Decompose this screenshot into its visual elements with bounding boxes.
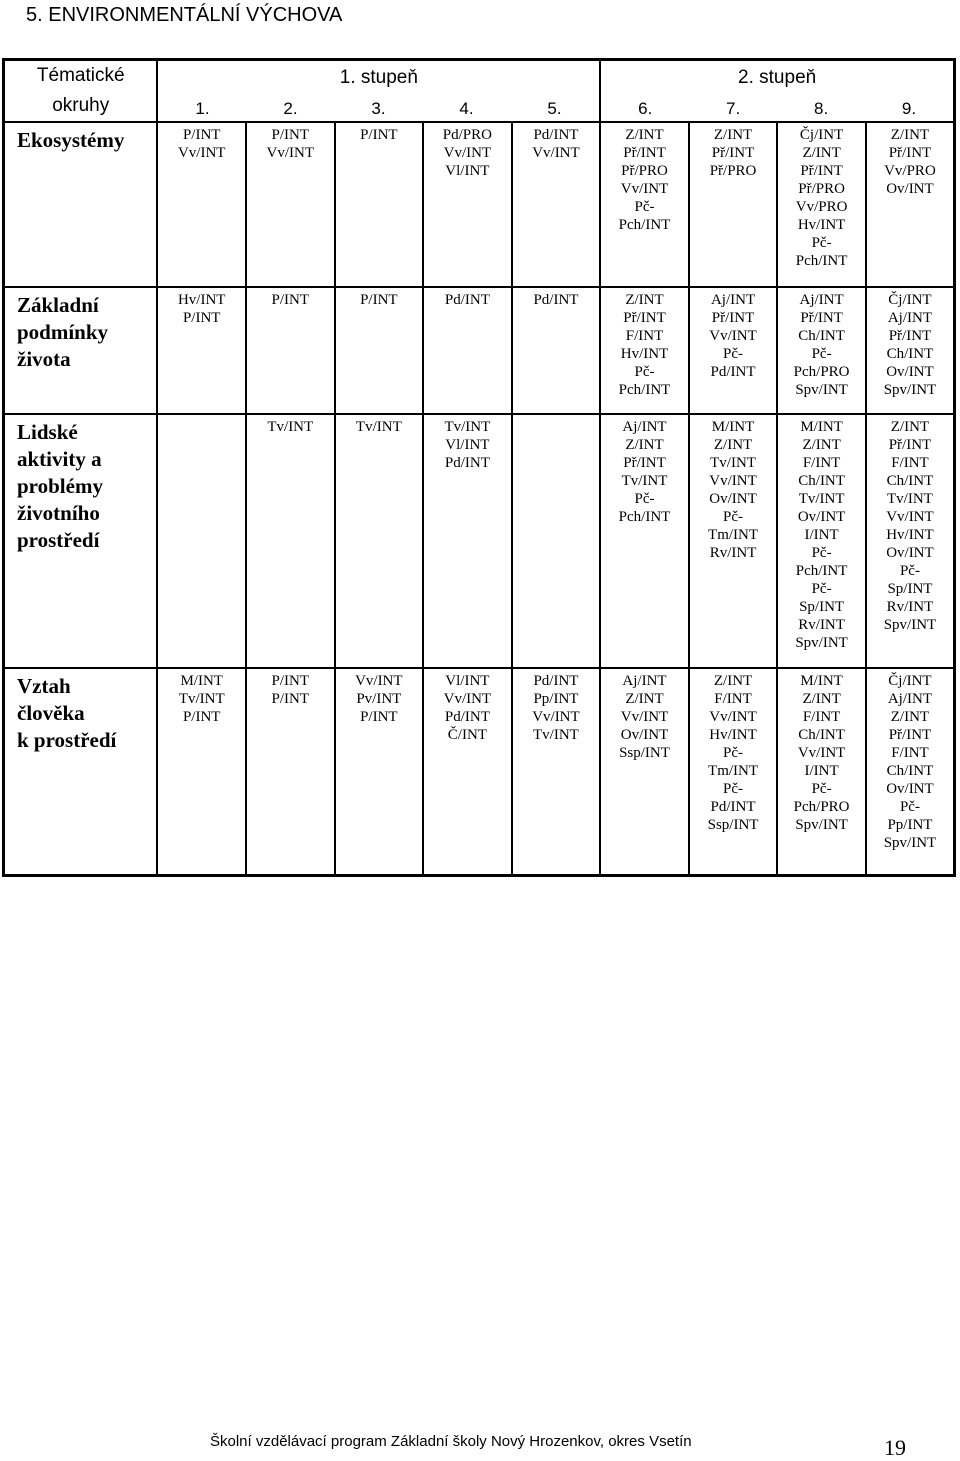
table-row [4, 414, 955, 668]
subject-code: Pč- [723, 781, 744, 797]
subject-code: P/INT [271, 127, 310, 143]
subject-code: Ov/INT [886, 364, 934, 380]
subject-code: P/INT [271, 673, 310, 689]
subject-code: Pč- [811, 235, 832, 251]
grade-cell [512, 414, 601, 668]
subject-code: Ov/INT [886, 781, 934, 797]
subject-code: Z/INT [802, 145, 841, 161]
grade-cell [866, 122, 955, 287]
grade-cell [423, 287, 512, 414]
subject-code: Čj/INT [888, 673, 932, 689]
table-row [4, 122, 955, 287]
grade-cell [689, 414, 778, 668]
subject-code: Pč- [723, 745, 744, 761]
subject-code: Tv/INT [710, 455, 756, 471]
subject-code: Tv/INT [355, 419, 402, 435]
subject-code: Př/INT [623, 145, 666, 161]
topics-header [4, 60, 158, 123]
subject-code: Pd/INT [533, 673, 579, 689]
subject-code: Sp/INT [887, 581, 933, 597]
subject-code: Vv/INT [620, 709, 669, 725]
grade-cell [777, 668, 866, 875]
subject-code: F/INT [891, 745, 929, 761]
subject-code: Př/PRO [709, 163, 757, 179]
subject-code: P/INT [271, 292, 310, 308]
subject-code: P/INT [182, 310, 221, 326]
subject-code: F/INT [802, 709, 841, 725]
subject-code: Z/INT [713, 437, 753, 453]
subject-code: Pč- [811, 581, 832, 597]
grade-cell [423, 414, 512, 668]
subject-code: Ch/INT [886, 346, 934, 362]
subject-code: Pd/INT [533, 127, 579, 143]
subject-code: M/INT [800, 673, 843, 689]
subject-code: Tv/INT [267, 419, 314, 435]
subject-code: Pv/INT [356, 691, 402, 707]
subject-code: Čj/INT [799, 127, 844, 143]
subject-code: Pch/INT [618, 382, 671, 398]
row-label-line: životního [17, 501, 100, 525]
subject-code: Pd/INT [444, 292, 490, 308]
row-label-line: života [17, 347, 71, 371]
subject-code: Vv/INT [177, 145, 226, 161]
stage1-label: 1. stupeň [339, 67, 418, 88]
subject-code: Př/INT [800, 310, 843, 326]
subject-code: Vl/INT [445, 437, 490, 453]
cross-curricular-matrix [2, 58, 956, 877]
grade-cell [335, 287, 424, 414]
subject-code: Spv/INT [795, 635, 848, 651]
grade-cell [512, 122, 601, 287]
subject-code: Z/INT [713, 127, 753, 143]
subject-code: Ov/INT [797, 509, 846, 525]
subject-code: Pč- [723, 509, 744, 525]
grade-cell [423, 122, 512, 287]
grade-cell [689, 668, 778, 875]
subject-code: Vv/INT [266, 145, 315, 161]
grade-cell [866, 414, 955, 668]
subject-code: Ch/INT [886, 763, 934, 779]
topics-header-line2: okruhy [52, 95, 110, 116]
subject-code: Pč- [811, 346, 832, 362]
subject-code: F/INT [802, 455, 841, 471]
subject-code: Tv/INT [444, 419, 491, 435]
subject-code: Ssp/INT [707, 817, 759, 833]
subject-code: Hv/INT [620, 346, 669, 362]
subject-code: P/INT [182, 709, 221, 725]
grade-label: 6. [638, 99, 653, 118]
subject-code: Pč- [634, 199, 655, 215]
subject-code: Př/INT [888, 727, 932, 743]
grade-cell [689, 122, 778, 287]
subject-code: Pč- [811, 545, 832, 561]
row-label-line: Vztah [17, 674, 71, 698]
grade-cell [689, 287, 778, 414]
subject-code: Rv/INT [709, 545, 757, 561]
subject-code: Z/INT [625, 691, 664, 707]
subject-code: Z/INT [625, 127, 664, 143]
subject-code: Ov/INT [709, 491, 757, 507]
grade-label: 1. [195, 99, 210, 118]
grade-cell [777, 287, 866, 414]
grade-label: 8. [813, 99, 829, 118]
topics-header-line1: Tématické [36, 65, 125, 86]
subject-code: F/INT [625, 328, 664, 344]
subject-code: Pp/INT [533, 691, 579, 707]
subject-code: Ov/INT [886, 545, 934, 561]
subject-code: Pch/INT [618, 217, 671, 233]
subject-code: Z/INT [625, 292, 664, 308]
subject-code: Pč- [634, 364, 655, 380]
table-row [4, 287, 955, 414]
subject-code: Aj/INT [887, 691, 933, 707]
grade-cell [866, 287, 955, 414]
subject-code: Pd/INT [710, 799, 756, 815]
subject-code: Spv/INT [883, 617, 937, 633]
subject-code: P/INT [271, 691, 310, 707]
subject-code: Pch/PRO [793, 799, 850, 815]
subject-code: Pč- [723, 346, 744, 362]
subject-code: Př/INT [888, 145, 932, 161]
subject-code: Aj/INT [622, 419, 667, 435]
subject-code: Hv/INT [797, 217, 846, 233]
subject-code: Vv/PRO [795, 199, 848, 215]
subject-code: Z/INT [802, 691, 841, 707]
subject-code: P/INT [360, 127, 398, 143]
grade-cell [157, 414, 246, 668]
subject-code: Sp/INT [799, 599, 845, 615]
subject-code: Vv/INT [355, 673, 403, 689]
row-label [4, 122, 158, 287]
grade-cell [157, 122, 246, 287]
grade-cell [246, 122, 335, 287]
subject-code: Př/INT [711, 145, 755, 161]
subject-code: M/INT [180, 673, 223, 689]
subject-code: M/INT [711, 419, 755, 435]
subject-code: Tm/INT [708, 527, 759, 543]
grade-cell [335, 122, 424, 287]
subject-code: Pch/INT [795, 563, 848, 579]
grade-cell [246, 668, 335, 875]
subject-code: Př/INT [888, 437, 932, 453]
grade-cell [512, 287, 601, 414]
subject-code: P/INT [360, 292, 398, 308]
subject-code: Hv/INT [709, 727, 757, 743]
subject-code: I/INT [804, 527, 839, 543]
subject-code: Vv/INT [709, 328, 757, 344]
stage1-header [157, 60, 600, 123]
subject-code: Vv/PRO [884, 163, 936, 179]
subject-code: Vv/INT [886, 509, 934, 525]
row-label-line: člověka [17, 701, 85, 725]
subject-code: Pd/INT [444, 709, 490, 725]
page-number: 19 [884, 1435, 906, 1460]
subject-code: F/INT [891, 455, 929, 471]
grade-cell [866, 668, 955, 875]
row-label-line: prostředí [17, 528, 100, 552]
subject-code: Spv/INT [795, 817, 848, 833]
subject-code: Tv/INT [798, 491, 845, 507]
subject-code: Spv/INT [795, 382, 848, 398]
subject-code: Př/PRO [621, 163, 668, 179]
grade-cell [600, 668, 689, 875]
grade-label: 4. [459, 99, 474, 118]
subject-code: Pč- [811, 781, 832, 797]
row-label-line: aktivity a [17, 447, 102, 471]
subject-code: Př/INT [888, 328, 932, 344]
grade-cell [512, 668, 601, 875]
subject-code: Pd/INT [444, 455, 490, 471]
stage2-grades [601, 89, 953, 119]
subject-code: Vv/INT [709, 709, 757, 725]
row-label [4, 668, 158, 875]
subject-code: Př/INT [800, 163, 843, 179]
grade-label: 5. [547, 99, 562, 118]
subject-code: Ch/INT [798, 328, 845, 344]
subject-code: Tv/INT [533, 727, 579, 743]
subject-code: Z/INT [625, 437, 664, 453]
grade-cell [600, 122, 689, 287]
row-label-line: Ekosystémy [17, 128, 125, 152]
subject-code: Vv/INT [620, 181, 669, 197]
subject-code: Vl/INT [445, 163, 490, 179]
grade-cell [157, 287, 246, 414]
subject-code: Pd/INT [533, 292, 579, 308]
subject-code: Z/INT [890, 419, 930, 435]
subject-code: Z/INT [890, 127, 930, 143]
subject-code: Vv/INT [443, 145, 492, 161]
subject-code: Vv/INT [443, 691, 492, 707]
row-label-line: Základní [17, 293, 99, 317]
grade-cell [335, 414, 424, 668]
subject-code: Z/INT [713, 673, 753, 689]
subject-code: Aj/INT [622, 673, 667, 689]
row-label [4, 287, 158, 414]
subject-code: Př/PRO [798, 181, 845, 197]
subject-code: Pč- [899, 799, 920, 815]
grade-cell [777, 122, 866, 287]
subject-code: Rv/INT [798, 617, 845, 633]
subject-code: Tm/INT [708, 763, 759, 779]
subject-code: P/INT [360, 709, 398, 725]
row-label-line: k prostředí [17, 728, 117, 752]
subject-code: Př/INT [711, 310, 755, 326]
subject-code: Z/INT [890, 709, 930, 725]
grade-cell [600, 414, 689, 668]
subject-code: Ov/INT [620, 727, 669, 743]
subject-code: Spv/INT [883, 382, 937, 398]
subject-code: M/INT [800, 419, 843, 435]
subject-code: Tv/INT [887, 491, 933, 507]
table-row [4, 668, 955, 875]
subject-code: Ov/INT [886, 181, 934, 197]
grade-label: 7. [726, 99, 741, 118]
subject-code: Aj/INT [799, 292, 844, 308]
row-label [4, 414, 158, 668]
row-label-line: Lidské [17, 420, 78, 444]
subject-code: Pč- [899, 563, 920, 579]
grade-cell [246, 414, 335, 668]
stage1-grades [158, 89, 599, 119]
subject-code: Pč- [634, 491, 655, 507]
subject-code: Pch/INT [795, 253, 848, 269]
footer-text: Školní vzdělávací program Základní školy Nový Hrozenkov, okres Vsetín [210, 1433, 692, 1450]
subject-code: Ch/INT [886, 473, 934, 489]
subject-code: Vv/INT [797, 745, 846, 761]
row-label-line: podmínky [17, 320, 109, 344]
subject-code: I/INT [804, 763, 839, 779]
subject-code: Př/INT [623, 310, 666, 326]
subject-code: Z/INT [802, 437, 841, 453]
subject-code: Př/INT [623, 455, 666, 471]
section-heading: 5. ENVIRONMENTÁLNÍ VÝCHOVA [26, 4, 343, 26]
header-row [4, 60, 955, 123]
subject-code: Pd/PRO [442, 127, 492, 143]
stage2-label: 2. stupeň [738, 67, 817, 88]
subject-code: Tv/INT [621, 473, 668, 489]
subject-code: Pch/INT [618, 509, 671, 525]
subject-code: Hv/INT [886, 527, 934, 543]
subject-code: Aj/INT [710, 292, 756, 308]
grade-cell [246, 287, 335, 414]
subject-code: Pp/INT [887, 817, 933, 833]
subject-code: Ch/INT [798, 473, 845, 489]
subject-code: Aj/INT [887, 310, 933, 326]
stage2-header [600, 60, 954, 123]
grade-cell [335, 668, 424, 875]
subject-code: Hv/INT [177, 292, 226, 308]
subject-code: P/INT [182, 127, 221, 143]
subject-code: Ch/INT [798, 727, 845, 743]
subject-code: Pch/PRO [793, 364, 850, 380]
subject-code: Ssp/INT [619, 745, 670, 761]
grade-label: 2. [283, 99, 298, 118]
subject-code: Vv/INT [532, 709, 580, 725]
subject-code: F/INT [714, 691, 752, 707]
grade-label: 9. [901, 99, 917, 118]
subject-code: Čj/INT [888, 292, 932, 308]
grade-cell [777, 414, 866, 668]
grade-cell [423, 668, 512, 875]
subject-code: Vv/INT [532, 145, 580, 161]
subject-code: Vv/INT [709, 473, 757, 489]
row-label-line: problémy [17, 474, 103, 498]
subject-code: Pd/INT [710, 364, 756, 380]
subject-code: Tv/INT [178, 691, 225, 707]
grade-cell [157, 668, 246, 875]
subject-code: Rv/INT [886, 599, 934, 615]
subject-code: Č/INT [447, 727, 487, 743]
subject-code: Spv/INT [883, 835, 937, 851]
grade-label: 3. [371, 99, 386, 118]
subject-code: Vl/INT [445, 673, 490, 689]
grade-cell [600, 287, 689, 414]
